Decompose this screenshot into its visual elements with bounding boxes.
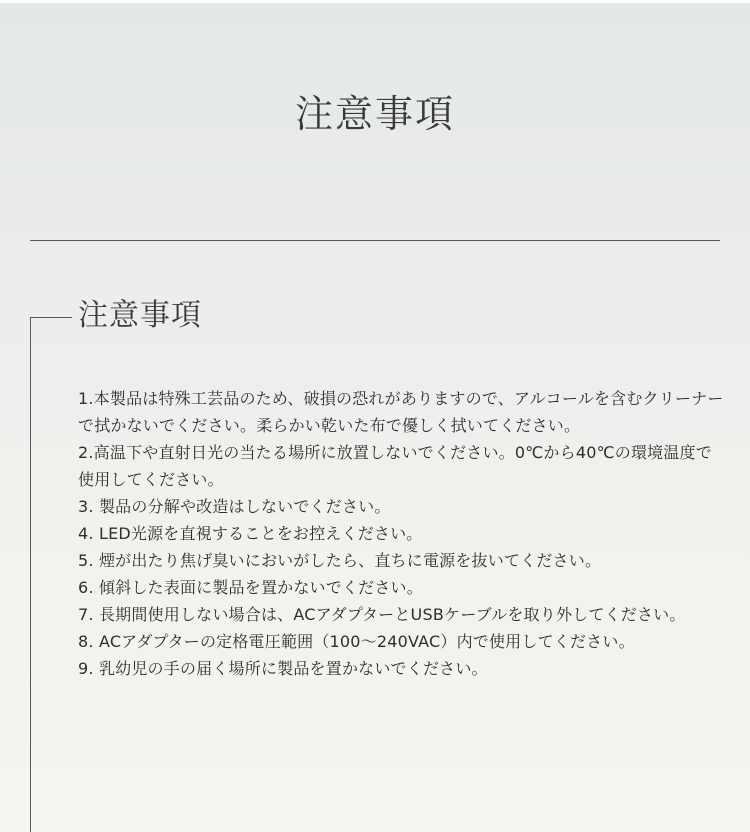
note-item-8: 8. ACアダプターの定格電圧範囲（100～240VAC）内で使用してください。 — [78, 632, 635, 651]
top-strip — [0, 0, 750, 3]
note-item-1: 1.本製品は特殊工芸品のため、破損の恐れがありますので、アルコールを含むクリーナーで拭かないでください。柔らかい乾いた布で優しく拭いてください。 — [78, 389, 724, 435]
section-title: 注意事項 — [78, 298, 202, 333]
note-item-5: 5. 煙が出たり焦げ臭いにおいがしたら、直ちに電源を抜いてください。 — [78, 551, 602, 570]
note-item-6: 6. 傾斜した表面に製品を置かないでください。 — [78, 578, 423, 597]
notes-list — [78, 385, 728, 682]
title-divider — [30, 240, 720, 241]
page-title: 注意事項 — [294, 92, 455, 136]
note-item-7: 7. 長期間使用しない場合は、ACアダプターとUSBケーブルを取り外してください。 — [78, 605, 686, 624]
section-bracket-vertical — [30, 317, 31, 832]
section-bracket-horizontal — [30, 317, 72, 318]
note-item-2: 2.高温下や直射日光の当たる場所に放置しないでください。0℃から40℃の環境温度で使用してください。 — [78, 443, 712, 489]
note-item-4: 4. LED光源を直視することをお控えください。 — [78, 524, 423, 543]
note-item-3: 3. 製品の分解や改造はしないでください。 — [78, 497, 391, 516]
note-item-9: 9. 乳幼児の手の届く場所に製品を置かないでください。 — [78, 659, 488, 678]
